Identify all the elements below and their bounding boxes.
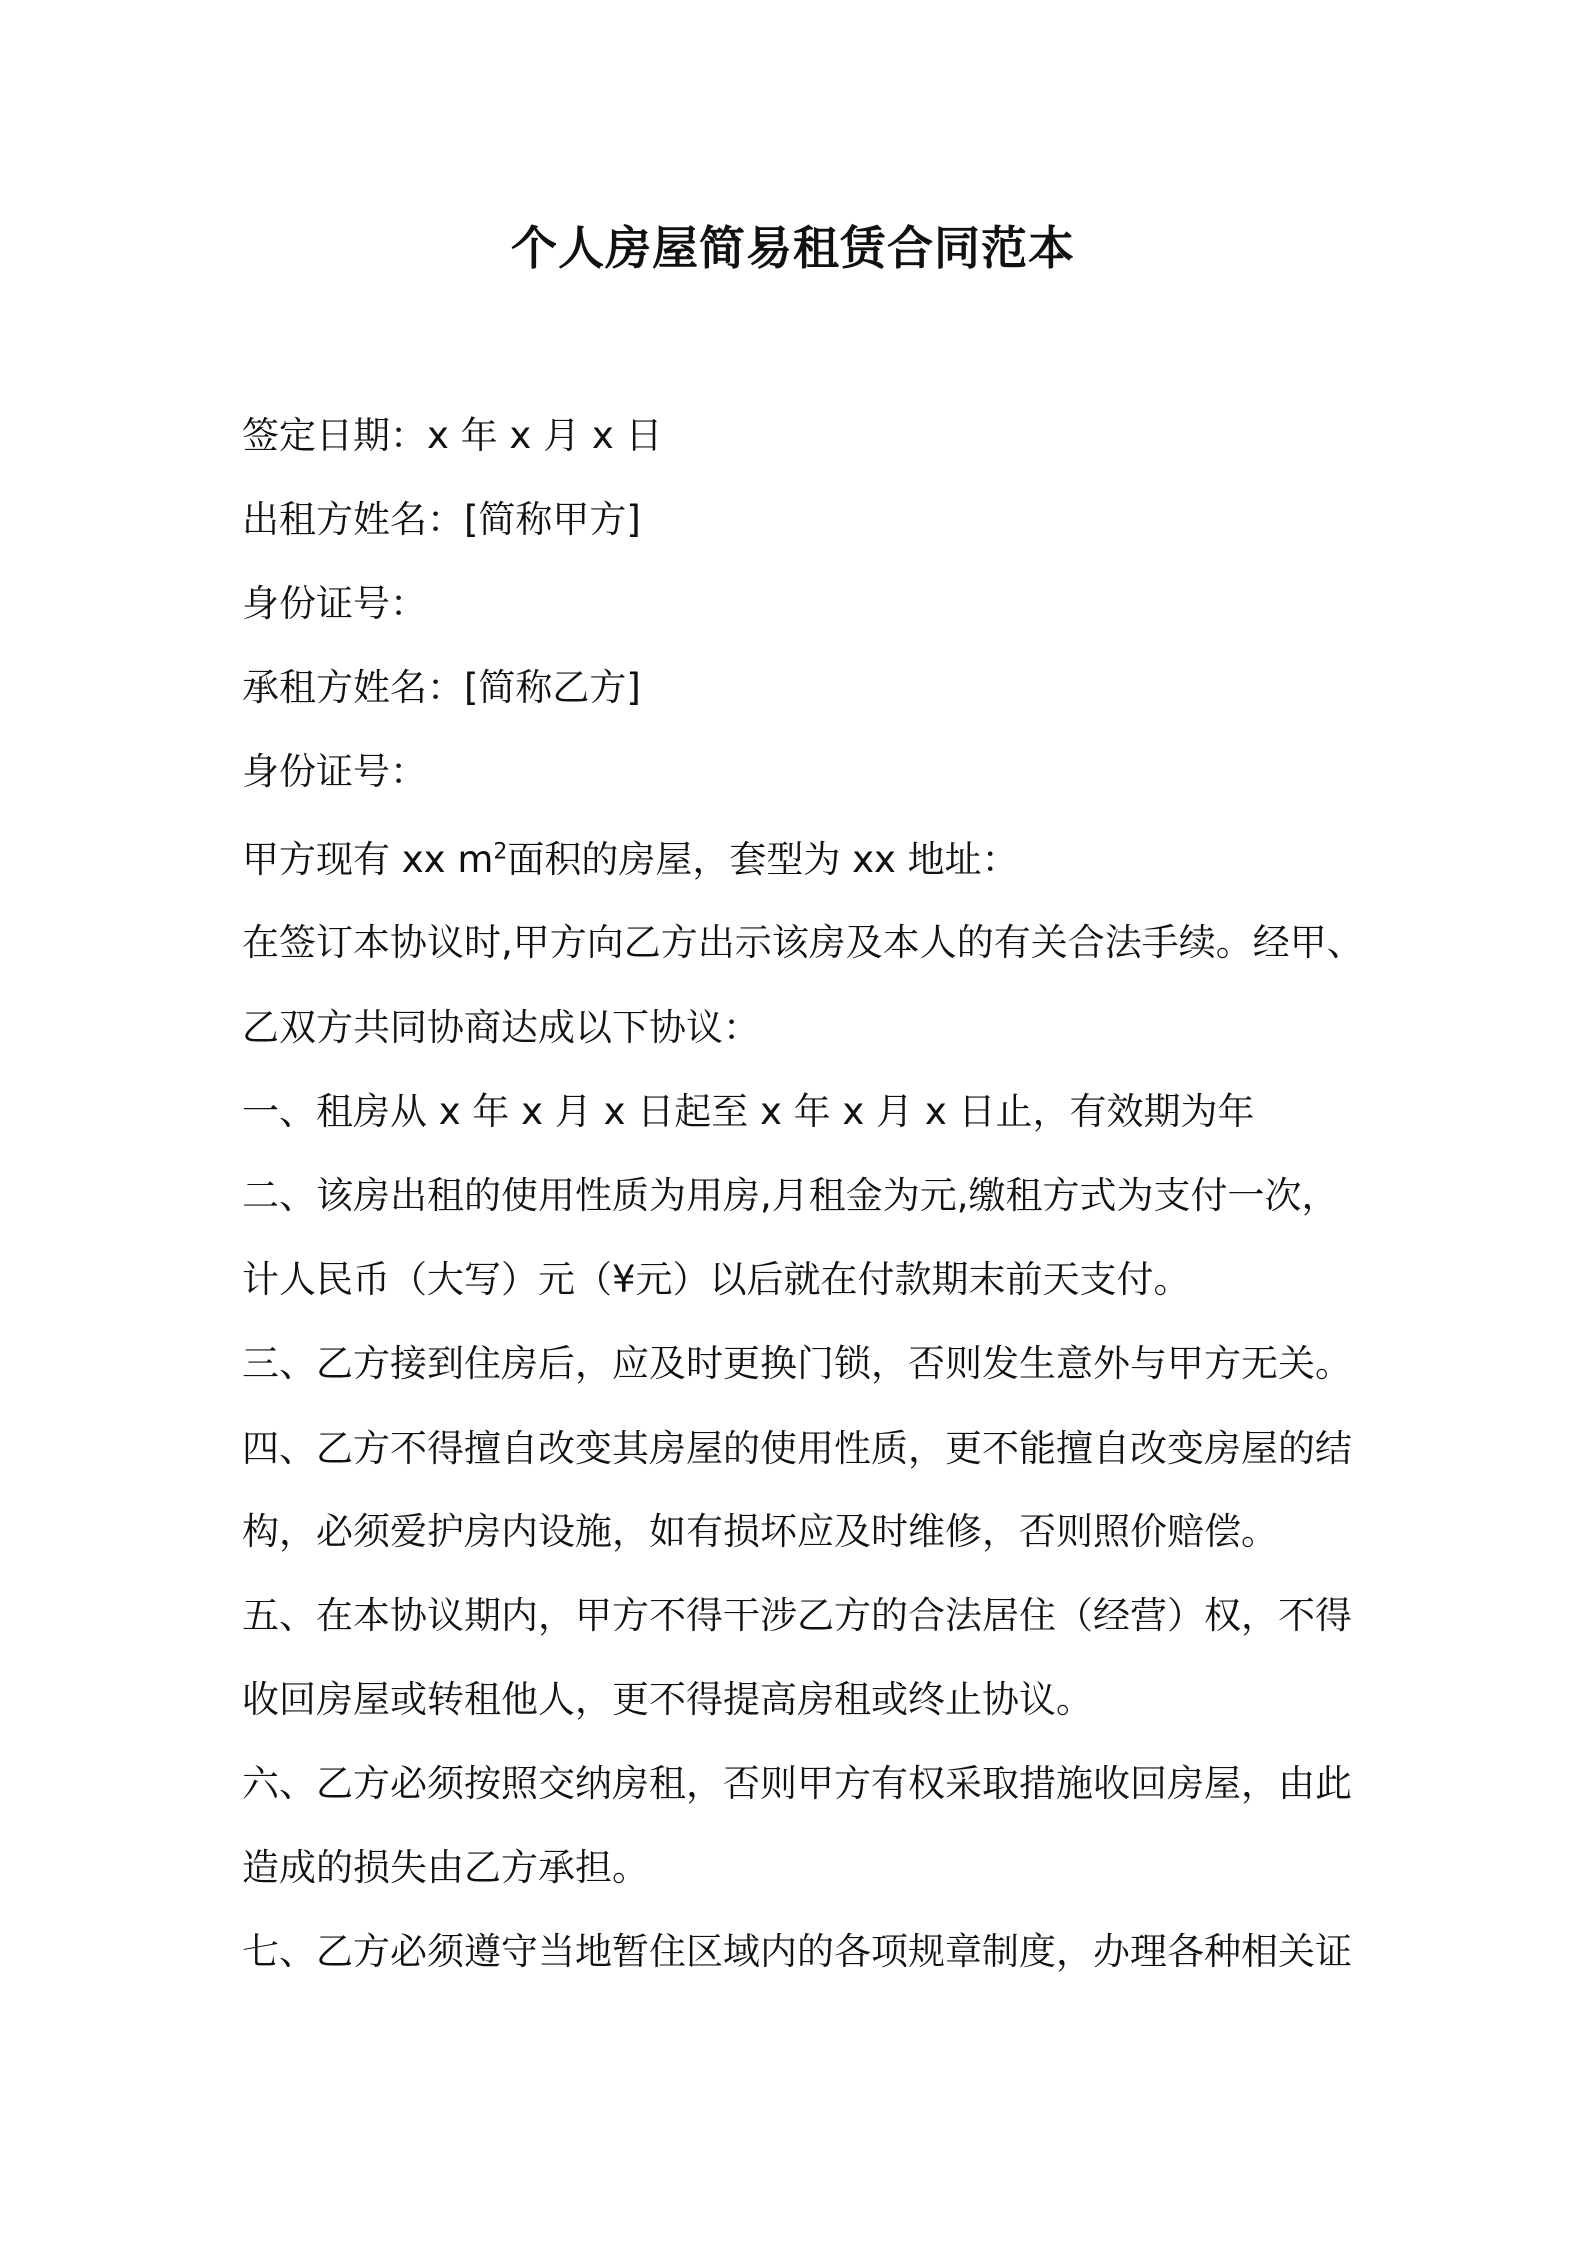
house-area-after: 面积的房屋，套型为 xx 地址：: [507, 838, 1019, 881]
document-title: 个人房屋简易租赁合同范本: [511, 221, 1075, 275]
clause-6-line-1: 六、乙方必须按照交纳房租，否则甲方有权采取措施收回房屋，由此: [242, 1762, 1352, 1805]
lessor-name: 出租方姓名：[简称甲方]: [242, 498, 641, 541]
clause-3: 三、乙方接到住房后，应及时更换门锁，否则发生意外与甲方无关。: [242, 1342, 1352, 1385]
house-area-sup: 2: [493, 839, 508, 865]
clause-7-line-1: 七、乙方必须遵守当地暂住区域内的各项规章制度，办理各种相关证: [242, 1930, 1352, 1973]
lessor-id: 身份证号：: [242, 582, 427, 625]
clause-5-line-1: 五、在本协议期内，甲方不得干涉乙方的合法居住（经营）权，不得: [242, 1594, 1352, 1637]
sign-date: 签定日期：x 年 x 月 x 日: [242, 414, 663, 457]
clause-4-line-1: 四、乙方不得擅自改变其房屋的使用性质，更不能擅自改变房屋的结: [242, 1427, 1352, 1470]
clause-5-line-2: 收回房屋或转租他人，更不得提高房租或终止协议。: [242, 1678, 1093, 1721]
intro-line-2: 乙双方共同协商达成以下协议：: [242, 1006, 760, 1049]
intro-line-1: 在签订本协议时,甲方向乙方出示该房及本人的有关合法手续。经甲、: [242, 921, 1364, 964]
lessee-id: 身份证号：: [242, 750, 427, 793]
house-area-line: [242, 834, 1019, 886]
clause-2-line-1: 二、该房出租的使用性质为用房,月租金为元,缴租方式为支付一次，: [242, 1174, 1339, 1217]
clause-4-line-2: 构，必须爱护房内设施，如有损坏应及时维修，否则照价赔偿。: [242, 1510, 1278, 1553]
clause-1: 一、租房从 x 年 x 月 x 日起至 x 年 x 月 x 日止，有效期为年: [242, 1090, 1255, 1133]
clause-6-line-2: 造成的损失由乙方承担。: [242, 1846, 649, 1889]
house-area-before: 甲方现有 xx m: [242, 838, 494, 881]
clause-2-line-2: 计人民币（大写）元（¥元）以后就在付款期末前天支付。: [242, 1258, 1191, 1301]
lessee-name: 承租方姓名：[简称乙方]: [242, 666, 641, 709]
